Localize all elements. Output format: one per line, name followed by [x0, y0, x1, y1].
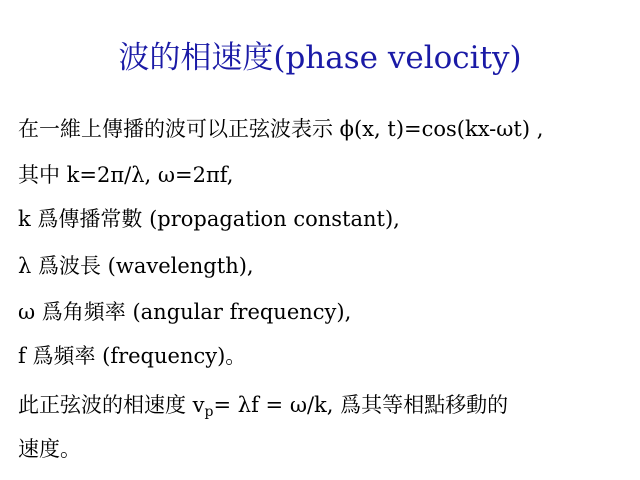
text-line-frequency: f 爲頻率 (frequency)。 [18, 344, 247, 368]
phase-velocity-pre: 此正弦波的相速度 v [18, 393, 205, 417]
text-line-wavelength: λ 爲波長 (wavelength), [18, 254, 254, 278]
title-cjk: 波的相速度 [118, 40, 274, 76]
text-line-wave-equation: 在一維上傳播的波可以正弦波表示 ϕ(x, t)=cos(kx-ωt) , [18, 117, 544, 141]
title-en: (phase velocity) [273, 40, 522, 76]
text-line-phase-velocity [18, 390, 508, 420]
text-line-propagation-constant: k 爲傳播常數 (propagation constant), [18, 207, 400, 231]
phase-velocity-post: = λf = ω/k, 爲其等相點移動的 [213, 393, 509, 417]
text-line-speed: 速度。 [18, 437, 81, 461]
text-line-angular-frequency: ω 爲角頻率 (angular frequency), [18, 300, 352, 324]
phase-velocity-subscript: p [204, 404, 214, 420]
page-title [0, 38, 640, 78]
text-line-definitions: 其中 k=2π/λ, ω=2πf, [18, 163, 234, 187]
